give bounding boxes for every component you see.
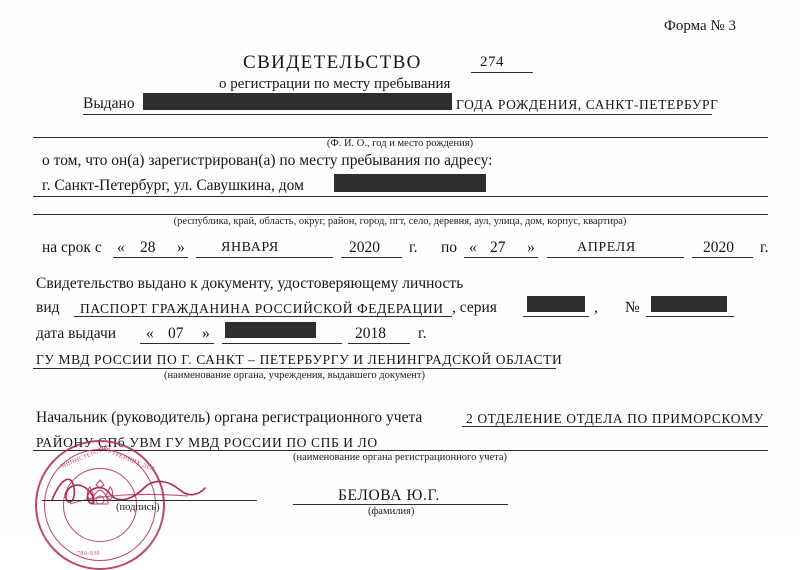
identity-number-label: № [625, 299, 640, 316]
address-rule-1 [33, 196, 768, 197]
signature-rule [42, 500, 257, 501]
term-g-1: г. [409, 239, 418, 256]
identity-issue-year-rule [348, 343, 410, 344]
identity-comma: , [594, 299, 598, 316]
identity-type-rule [74, 316, 452, 317]
identity-issue-year: 2018 [355, 325, 386, 342]
term-day-to-rule [464, 257, 538, 258]
term-g-2: г. [760, 239, 769, 256]
term-quote-close-2: » [527, 239, 535, 256]
passport-series-redaction [527, 296, 585, 312]
certificate-number-rule [471, 72, 533, 73]
term-day-from: 28 [140, 239, 156, 256]
term-year-to-rule [692, 257, 753, 258]
identity-authority-rule [33, 368, 556, 369]
issued-to-label: Выдано [83, 95, 135, 112]
identity-series-label: , серия [452, 299, 497, 316]
term-quote-open-2: « [469, 239, 477, 256]
document-subtitle: о регистрации по месту пребывания [219, 76, 451, 92]
chief-org-line-2: РАЙОНУ СПб УВМ ГУ МВД РОССИИ ПО СПБ И ЛО [36, 435, 378, 450]
identity-number-rule [646, 316, 734, 317]
surname-caption: (фамилия) [368, 506, 415, 517]
certificate-number: 274 [480, 54, 504, 70]
address-rule-2 [33, 214, 768, 215]
identity-issue-year-suffix: г. [418, 325, 427, 342]
stamp-top-text: МИНИСТЕРСТВО [59, 444, 113, 470]
form-number: Форма № 3 [664, 18, 736, 34]
document-title: СВИДЕТЕЛЬСТВО [243, 52, 422, 73]
term-prefix: на срок с [42, 239, 102, 256]
passport-number-redaction [651, 296, 727, 312]
term-day-to: 27 [490, 239, 506, 256]
term-month-to-rule [547, 257, 684, 258]
chief-surname: БЕЛОВА Ю.Г. [338, 487, 440, 504]
term-month-from: ЯНВАРЯ [221, 240, 279, 255]
term-day-from-rule [113, 257, 188, 258]
term-quote-close-1: » [177, 239, 185, 256]
issued-to-value-tail: ГОДА РОЖДЕНИЯ, САНКТ-ПЕТЕРБУРГ [456, 97, 719, 112]
identity-issue-day-quote-open: « [146, 325, 154, 342]
identity-issue-day-quote-close: » [202, 325, 210, 342]
term-year-to: 2020 [703, 239, 734, 256]
chief-org-line-1: 2 ОТДЕЛЕНИЕ ОТДЕЛА ПО ПРИМОРСКОМУ [466, 411, 764, 426]
issued-to-rule [83, 114, 712, 115]
identity-authority: ГУ МВД РОССИИ ПО Г. САНКТ – ПЕТЕРБУРГУ И ЛЕНИНГРАДСКОЙ ОБЛАСТИ [36, 352, 563, 367]
identity-intro: Свидетельство выдано к документу, удостоверяющему личность [36, 275, 464, 292]
term-po: по [441, 239, 458, 256]
term-year-from: 2020 [349, 239, 380, 256]
term-month-from-rule [196, 257, 333, 258]
fio-caption: (Ф. И. О., год и место рождения) [326, 138, 474, 149]
identity-type-label: вид [36, 299, 60, 316]
stamp-bottom-text: 780-039 [77, 551, 100, 557]
chief-label: Начальник (руководитель) органа регистрационного учета [36, 409, 423, 426]
identity-authority-caption: (наименование органа, учреждения, выдавшего документ) [164, 370, 425, 381]
identity-issue-date-label: дата выдачи [36, 325, 117, 342]
chief-org-rule-2 [33, 450, 768, 451]
address-caption: (республика, край, область, округ, район, город, пгт, село, деревня, аул, улица, дом, корпус, квартира) [173, 216, 627, 227]
identity-type-value: ПАСПОРТ ГРАЖДАНИНА РОССИЙСКОЙ ФЕДЕРАЦИИ [80, 301, 444, 316]
issued-to-name-redaction [143, 93, 452, 110]
identity-issue-day-rule [140, 343, 214, 344]
registration-statement: о том, что он(а) зарегистрирован(а) по месту пребывания по адресу: [42, 152, 493, 169]
term-quote-open-1: « [117, 239, 125, 256]
stamp-top-text-2: ВНУТРЕННИХ ДЕЛ [98, 445, 156, 473]
term-year-from-rule [341, 257, 402, 258]
address-house-redaction [334, 174, 486, 192]
identity-issue-month-rule [222, 343, 342, 344]
identity-issue-day: 07 [168, 325, 184, 342]
term-month-to: АПРЕЛЯ [577, 240, 636, 255]
chief-org-rule-1 [462, 426, 768, 427]
signature-caption: (подпись) [116, 502, 160, 513]
address-value: г. Санкт-Петербург, ул. Савушкина, дом [42, 177, 304, 194]
issue-month-redaction [225, 322, 316, 338]
chief-org-caption: (наименование органа регистрационного учета) [292, 452, 508, 463]
surname-rule [293, 504, 508, 505]
identity-series-rule [523, 316, 589, 317]
